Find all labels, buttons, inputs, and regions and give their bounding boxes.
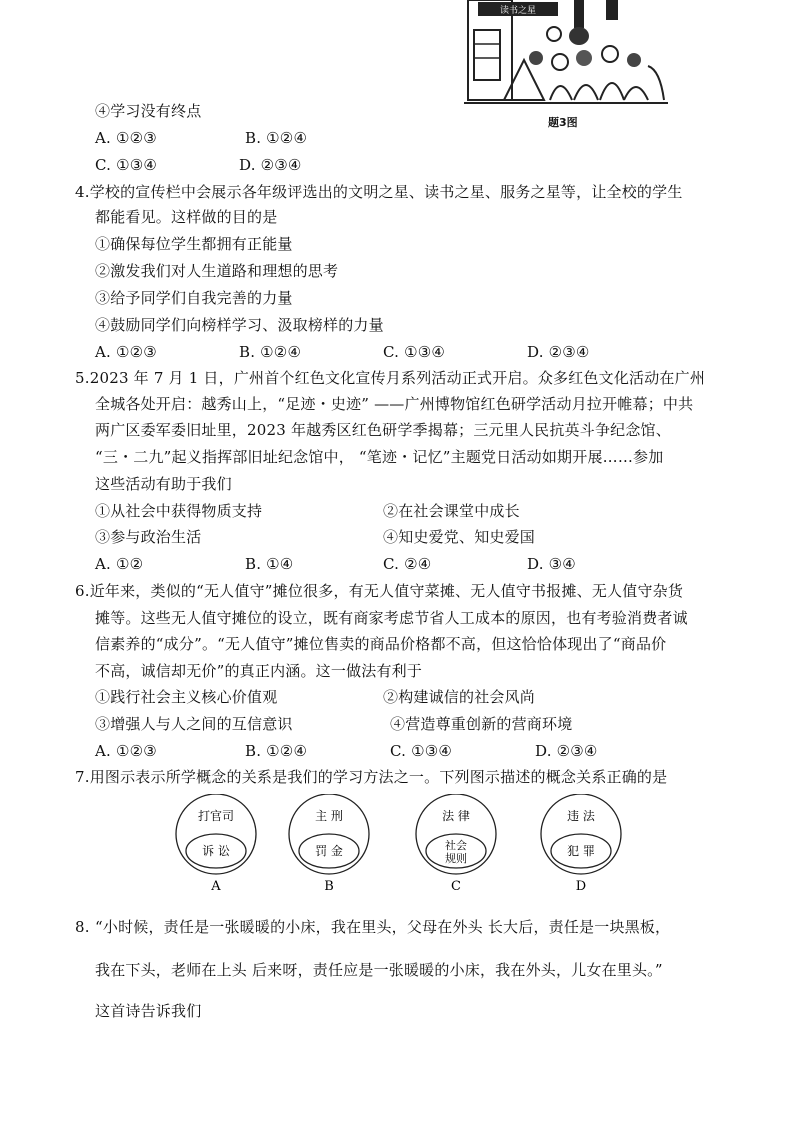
q5-stem-line-5: 这些活动有助于我们: [95, 475, 232, 493]
q3-item-4: ④学习没有终点: [95, 102, 202, 120]
q4-option-d: D. ②③④: [527, 343, 590, 361]
q4-option-a: A. ①②③: [95, 343, 157, 361]
q8-line-1: “小时候，责任是一张暖暖的小床，我在里头，父母在外头 长大后，责任是一块黑板，: [95, 918, 671, 936]
q3-option-c: C. ①③④: [95, 156, 158, 174]
figure-3-caption: 题3图: [548, 116, 578, 129]
q6-stem-line-3: 信素养的“成分”。“无人值守”摊位售卖的商品价格都不高，但这恰恰体现出了“商品价: [95, 635, 667, 653]
q5-stem-line-3: 两广区委军委旧址里，2023 年越秀区红色研学季揭幕；三元里人民抗英斗争纪念馆、: [95, 421, 671, 439]
q4-item-2: ②激发我们对人生道路和理想的思考: [95, 262, 339, 280]
diagram-c-inner-line-1: 社会: [445, 839, 467, 852]
diagram-a-inner: 诉 讼: [202, 844, 230, 858]
q5-item-2: ②在社会课堂中成长: [383, 502, 520, 520]
q4-stem-line-1: 4.学校的宣传栏中会展示各年级评选出的文明之星、读书之星、服务之星等，让全校的学生: [75, 183, 683, 201]
q5-option-a: A. ①②: [95, 555, 144, 573]
figure-3-illustration: [464, 0, 668, 106]
q6-option-d: D. ②③④: [535, 742, 598, 760]
q5-stem-line-1: 5.2023 年 7 月 1 日，广州首个红色文化宣传月系列活动正式开启。众多红色文化活动在广州: [75, 369, 706, 387]
q5-item-4: ④知史爱党、知史爱国: [383, 528, 536, 546]
q6-option-a: A. ①②③: [95, 742, 157, 760]
q6-stem-line-4: 不高，诚信却无价”的真正内涵。这一做法有利于: [95, 662, 423, 680]
diagram-c-outer: 法 律: [442, 809, 470, 823]
q3-option-a: A. ①②③: [95, 129, 157, 147]
diagram-a-label: A: [211, 879, 221, 894]
q5-item-3: ③参与政治生活: [95, 528, 202, 546]
q5-stem-line-2: 全城各处开启：越秀山上，“足迹・史迹” ——广州博物馆红色研学活动月拉开帷幕；中共: [95, 395, 694, 413]
q6-item-2: ②构建诚信的社会风尚: [383, 688, 536, 706]
q4-option-b: B. ①②④: [239, 343, 302, 361]
q3-option-b: B. ①②④: [245, 129, 308, 147]
diagram-d-label: D: [575, 879, 587, 894]
q5-option-c: C. ②④: [383, 555, 432, 573]
q5-option-b: B. ①④: [245, 555, 294, 573]
diagram-a-outer: 打官司: [197, 809, 235, 823]
diagram-a: [176, 794, 256, 894]
q5-item-1: ①从社会中获得物质支持: [95, 502, 263, 520]
q5-option-d: D. ③④: [527, 555, 576, 573]
q6-item-1: ①践行社会主义核心价值观: [95, 688, 278, 706]
figure-banner-text: 读书之星: [499, 6, 537, 16]
diagram-d-outer: 违 法: [567, 809, 595, 823]
q4-item-1: ①确保每位学生都拥有正能量: [95, 235, 293, 253]
q5-stem-line-4: “三・二九”起义指挥部旧址纪念馆中， “笔迹・记忆”主题党日活动如期开展……参加: [95, 448, 664, 466]
diagram-b: [289, 794, 369, 894]
diagram-b-label: B: [324, 879, 334, 894]
q8-number: 8.: [75, 918, 90, 936]
diagram-b-inner: 罚 金: [315, 844, 343, 858]
q4-stem-line-2: 都能看见。这样做的目的是: [95, 208, 278, 226]
q4-option-c: C. ①③④: [383, 343, 446, 361]
q6-item-4: ④营造尊重创新的营商环境: [390, 715, 573, 733]
q6-stem-line-2: 摊等。这些无人值守摊位的设立，既有商家考虑节省人工成本的原因，也有考验消费者诚: [95, 609, 688, 627]
q6-option-c: C. ①③④: [390, 742, 453, 760]
diagram-c: [416, 794, 496, 894]
diagram-c-label: C: [451, 879, 461, 894]
diagram-d-inner: 犯 罪: [567, 844, 595, 858]
q8-line-3: 这首诗告诉我们: [95, 1002, 202, 1020]
q4-item-4: ④鼓励同学们向榜样学习、汲取榜样的力量: [95, 316, 384, 334]
q4-item-3: ③给予同学们自我完善的力量: [95, 289, 293, 307]
q8-line-2: 我在下头，老师在上头 后来呀，责任应是一张暖暖的小床，我在外头，儿女在里头。”: [95, 961, 663, 979]
q7-concept-diagrams: [170, 794, 630, 894]
diagram-b-outer: 主 刑: [315, 809, 343, 823]
q3-option-d: D. ②③④: [239, 156, 302, 174]
q6-stem-line-1: 6.近年来，类似的“无人值守”摊位很多，有无人值守菜摊、无人值守书报摊、无人值守杂货: [75, 582, 684, 600]
q7-stem: 7.用图示表示所学概念的关系是我们的学习方法之一。下列图示描述的概念关系正确的是: [75, 768, 668, 786]
q6-option-b: B. ①②④: [245, 742, 308, 760]
diagram-c-inner-line-2: 规则: [445, 852, 467, 865]
diagram-d: [541, 794, 621, 894]
q6-item-3: ③增强人与人之间的互信意识: [95, 715, 293, 733]
